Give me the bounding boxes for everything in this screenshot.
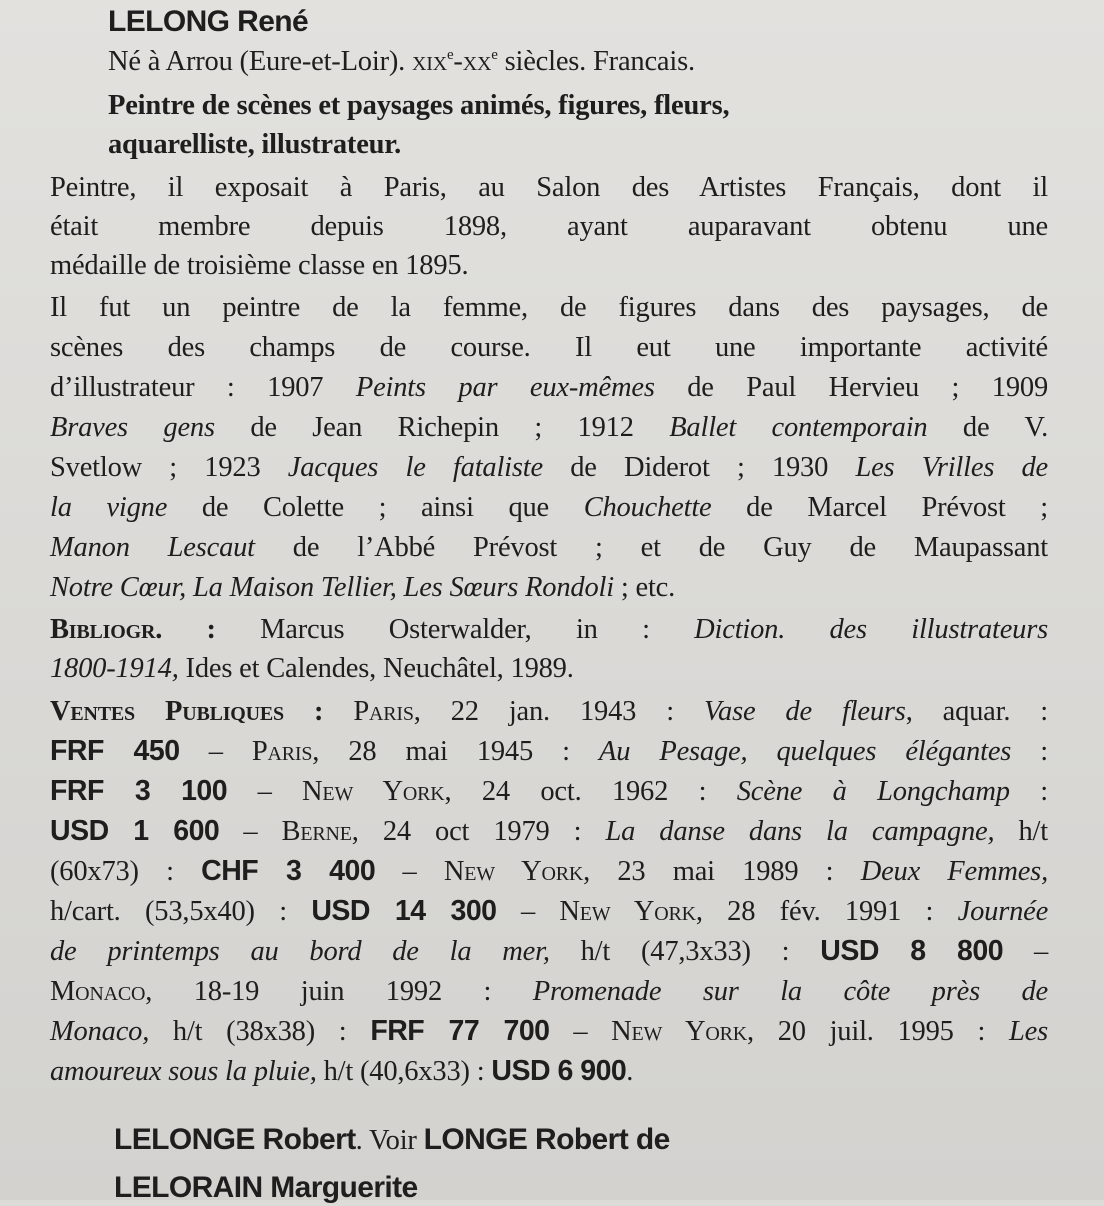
vp-price: CHF 3 400 <box>201 855 376 887</box>
vp-colon: : <box>1009 776 1049 807</box>
title-manon: Manon Lescaut <box>50 532 255 563</box>
vp-date: , 24 oct 1979 : <box>351 816 606 847</box>
title-peints: Peints par eux-mêmes <box>355 372 655 403</box>
vp-work: Scène à Longchamp <box>736 776 1010 807</box>
vp-price: USD 1 600 <box>50 815 220 847</box>
vp-dims: (60x73) : <box>50 856 202 887</box>
vp-city: New York <box>611 1016 747 1047</box>
vp-date: , 24 oct. 1962 : <box>444 776 737 807</box>
vp-work: Deux Femmes, <box>860 856 1048 887</box>
vp-city: Monaco <box>50 976 146 1007</box>
vp-city: Paris <box>251 736 313 767</box>
p2-line-4 <box>50 410 1048 446</box>
next-entry-name: LELONGE Robert <box>114 1123 356 1156</box>
vp-dims: h/cart. (53,5x40) : <box>50 896 312 927</box>
next-entry-voir: . Voir <box>355 1125 424 1156</box>
role-text-1: Peintre de scènes et paysages animés, figures, fleurs, <box>108 90 730 121</box>
vp-city: Berne <box>281 816 352 847</box>
bib-publisher: Ides et Calendes, Neuchâtel, 1989. <box>178 653 574 684</box>
vp-line-4 <box>50 814 1048 850</box>
next-entry-ref: LONGE Robert de <box>423 1123 670 1156</box>
p2-line-2: scènes des champs de course. Il eut une importante activité <box>50 332 1048 363</box>
vp-work: Journée <box>957 896 1049 927</box>
p2-line-5 <box>50 450 1048 486</box>
vp-sep: – <box>179 736 252 767</box>
vp-dims: h/t (40,6x33) : <box>316 1056 492 1087</box>
p2-7b: de l’Abbé Prévost ; et de Guy de Maupassant <box>254 532 1048 563</box>
vp-work: Les <box>1009 1016 1048 1047</box>
vp-label: Ventes Publiques : <box>50 696 324 727</box>
vp-date: , 23 mai 1989 : <box>583 856 861 887</box>
vp-line-3 <box>50 774 1048 810</box>
p2-3c: de Paul Hervieu ; 1909 <box>654 372 1048 403</box>
vp-work: La danse dans la campagne, <box>605 816 995 847</box>
birth-nationality: siècles. Francais. <box>497 46 695 77</box>
century-sup-1: e <box>446 47 454 63</box>
vp-dims: h/t (38x38) : <box>149 1016 371 1047</box>
birth-line <box>108 44 695 80</box>
vp-work: Promenade sur la côte près de <box>532 976 1048 1007</box>
vp-price: USD 14 300 <box>311 895 497 927</box>
vp-date: , 22 jan. 1943 : <box>413 696 704 727</box>
vp-sep: – <box>219 816 282 847</box>
bio-line-1: Peintre, il exposait à Paris, au Salon des Artistes Français, dont il <box>50 172 1048 203</box>
vp-sep: – <box>375 856 444 887</box>
vp-date: , 28 fév. 1991 : <box>695 896 958 927</box>
vp-sep: – <box>1003 936 1048 967</box>
vp-line-7 <box>50 934 1048 970</box>
p2-6d: de Marcel Prévost ; <box>711 492 1048 523</box>
bib-label: Bibliogr. : <box>50 614 216 645</box>
p2-4b: de Jean Richepin ; 1912 <box>214 412 670 443</box>
title-maupassant: Notre Cœur, La Maison Tellier, Les Sœurs Rondoli <box>50 572 614 603</box>
vp-date: , 20 juil. 1995 : <box>746 1016 1009 1047</box>
title-ballet: Ballet contemporain <box>669 412 928 443</box>
vp-city: New York <box>302 776 445 807</box>
bib-years: 1800-1914, <box>50 653 179 684</box>
century-20: xx <box>462 46 492 77</box>
vp-price: FRF 450 <box>50 735 180 767</box>
bib-line-2 <box>50 651 574 687</box>
vp-line-9 <box>50 1014 1048 1050</box>
title-vrilles: Les Vrilles de <box>855 452 1048 483</box>
vp-city: New York <box>559 896 696 927</box>
vp-line-8 <box>50 974 1048 1010</box>
vp-work: Vase de fleurs <box>703 696 906 727</box>
p2-line-7 <box>50 530 1048 566</box>
p2-8b: ; etc. <box>613 572 676 603</box>
vp-price: USD 6 900 <box>491 1055 627 1087</box>
vp-work: Au Pesage, quelques élégantes <box>598 736 1012 767</box>
vp-line-1 <box>50 694 1048 730</box>
vp-sep: – <box>227 776 303 807</box>
vp-price: USD 8 800 <box>820 935 1004 967</box>
birth-text: Né à Arrou (Eure-et-Loir). <box>108 46 412 77</box>
bib-line-1 <box>50 612 1048 648</box>
p2-4d: de V. <box>927 412 1049 443</box>
vp-medium: h/t <box>994 816 1048 847</box>
vp-city: Paris <box>323 696 414 727</box>
p2-line-8 <box>50 570 675 606</box>
title-vigne: la vigne <box>50 492 168 523</box>
vp-line-2 <box>50 734 1048 770</box>
vp-medium: , aquar. : <box>905 696 1049 727</box>
bib-title: Diction. des illustrateurs <box>694 614 1048 645</box>
vp-end: . <box>626 1056 634 1087</box>
vp-colon: : <box>1011 736 1049 767</box>
p2-line-1: Il fut un peintre de la femme, de figures dans des paysages, de <box>50 292 1048 323</box>
p2-line-3 <box>50 370 1048 406</box>
title-braves: Braves gens <box>50 412 215 443</box>
vp-line-10 <box>50 1054 633 1090</box>
vp-date: , 18-19 juin 1992 : <box>145 976 533 1007</box>
title-jacques: Jacques le fataliste <box>287 452 543 483</box>
vp-work: amoureux sous la pluie, <box>50 1056 317 1087</box>
next-entry-2: LELORAIN Marguerite <box>114 1171 418 1204</box>
century-19: xix <box>412 46 447 77</box>
role-text-2: aquarelliste, illustrateur. <box>108 129 402 160</box>
role-line-1 <box>108 88 1048 124</box>
century-sup-2: e <box>491 47 498 63</box>
vp-work: Monaco, <box>50 1016 150 1047</box>
p2-5a: Svetlow ; 1923 <box>50 452 288 483</box>
p2-3a: d’illustrateur : 1907 <box>50 372 356 403</box>
title-chouchette: Chouchette <box>583 492 712 523</box>
p2-line-6 <box>50 490 1048 526</box>
p2-5c: de Diderot ; 1930 <box>542 452 856 483</box>
vp-line-6 <box>50 894 1048 930</box>
century-dash: - <box>453 46 463 77</box>
entry-heading: LELONG René <box>108 5 309 38</box>
vp-price: FRF 3 100 <box>50 775 228 807</box>
vp-city: New York <box>443 856 584 887</box>
role-line-2 <box>108 127 401 163</box>
p2-6b: de Colette ; ainsi que <box>167 492 584 523</box>
bio-line-3: médaille de troisième classe en 1895. <box>50 250 469 281</box>
next-entry-1 <box>114 1122 670 1159</box>
vp-sep: – <box>549 1016 612 1047</box>
vp-price: FRF 77 700 <box>370 1015 550 1047</box>
bio-line-2: était membre depuis 1898, ayant auparavant obtenu une <box>50 211 1048 242</box>
vp-line-5 <box>50 854 1048 890</box>
vp-work: de printemps au bord de la mer, <box>50 936 550 967</box>
vp-dims: h/t (47,3x33) : <box>549 936 821 967</box>
bib-1a: Marcus Osterwalder, in : <box>215 614 695 645</box>
vp-date: , 28 mai 1945 : <box>312 736 599 767</box>
vp-sep: – <box>496 896 560 927</box>
